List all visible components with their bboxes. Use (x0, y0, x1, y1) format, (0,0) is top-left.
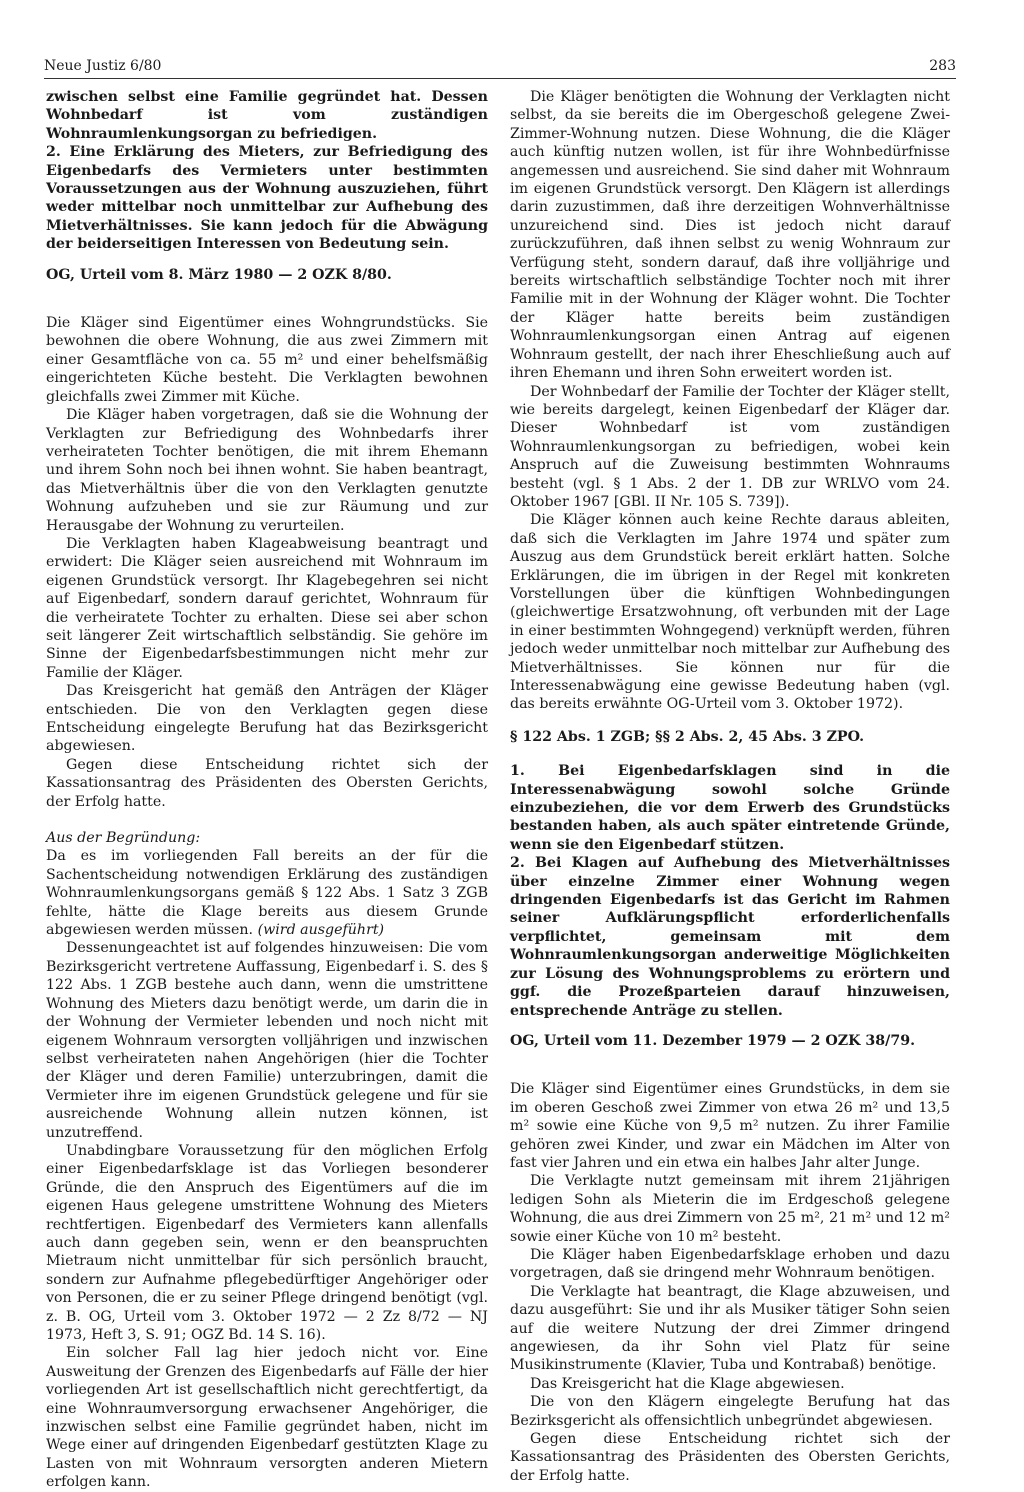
editorial-note: (wird ausgeführt) (257, 922, 385, 939)
paragraph: Dessenungeachtet ist auf folgendes hinzuweisen: Die vom Bezirksgericht vertretene Auffassung, Eigenbedarf i. S. des § 122 Abs. 1 ZGB bestehe auch dann, wenn die umstrittene Wohnung des Mieters dazu benötigt werde, um darin die in der Wohnung der Vermieter lebenden und noch nicht mit eigenem Wohnraum versorgten volljährigen und inzwischen selbst verheirateten nahen Angehörigen (hier die Tochter der Kläger und deren Familie) unterzubringen, damit die Vermieter ihre im eigenen Grundstück gelegene und für sie ausreichende Wohnung allein nutzen können, ist unzutreffend. (46, 940, 488, 1141)
case-citation: OG, Urteil vom 8. März 1980 — 2 OZK 8/80. (46, 266, 392, 283)
paragraph: Die Verklagten haben Klageabweisung beantragt und erwidert: Die Kläger seien ausreichend mit Wohnraum im eigenen Grundstück versorgt. Ihr Klagebegehren sei nicht auf Eigenbedarf, sondern darauf gerichtet, Wohnraum für die verheiratete Tochter zu erhalten. Diese sei aber schon seit längerer Zeit wirtschaftlich selbständig. Sie gehöre im Sinne der Eigenbedarfsbestimmungen nicht mehr zur Familie der Kläger. (46, 535, 488, 681)
paragraph: Das Kreisgericht hat gemäß den Anträgen der Kläger entschieden. Die von den Verklagten gegen diese Entscheidung eingelegte Berufung hat das Bezirksgericht abgewiesen. (46, 683, 488, 755)
paragraph: Der Wohnbedarf der Familie der Tochter der Kläger stellt, wie bereits dargelegt, keinen Eigenbedarf der Kläger dar. Dieser Wohnbedarf ist vom zuständigen Wohnraumlenkungsorgan zu befriedigen, wobei kein Anspruch auf die Zuweisung bestimmten Wohnraums besteht (vgl. § 1 Abs. 2 der 1. DB zur WRLVO vom 24. Oktober 1967 [GBl. II Nr. 105 S. 739]). (510, 383, 950, 510)
paragraph: Ein solcher Fall lag hier jedoch nicht vor. Eine Ausweitung der Grenzen des Eigenbedarfs auf Fälle der hier vorliegenden Art ist gesellschaftlich nicht gerechtfertigt, da eine Wohnraumversorgung erwachsener Angehöriger, die inzwischen selbst eine Familie gegründet haben, nicht im Wege einer auf dringenden Eigenbedarf gestützten Klage zu Lasten von mit Wohnraum versorgten anderen Mietern erfolgen kann. (46, 1345, 488, 1491)
paragraph: Das Kreisgericht hat die Klage abgewiesen. (530, 1375, 845, 1392)
statute-references: § 122 Abs. 1 ZGB; §§ 2 Abs. 2, 45 Abs. 3 ZPO. (510, 728, 865, 745)
headnote-2: 2. Eine Erklärung des Mieters, zur Befriedigung des Eigenbedarfs des Vermieters unter bestimmten Voraussetzungen aus der Wohnung auszuziehen, führt weder mittelbar noch unmittelbar zur Aufhebung des Mietverhältnisses. Sie kann jedoch für die Abwägung der beiderseitigen Interessen von Bedeutung sein. (46, 144, 488, 253)
headnote-continuation: zwischen selbst eine Familie gegründet hat. Dessen Wohnbedarf ist vom zuständigen Wohnraumlenkungsorgan zu befriedigen. (46, 89, 488, 142)
page-number: 283 (929, 58, 956, 74)
paragraph: Die von den Klägern eingelegte Berufung hat das Bezirksgericht als offensichtlich unbegründet abgewiesen. (510, 1394, 950, 1429)
paragraph: Gegen diese Entscheidung richtet sich der Kassationsantrag des Präsidenten des Obersten Gerichts, der Erfolg hatte. (510, 1431, 950, 1484)
right-column (510, 88, 950, 1485)
paragraph: Die Kläger sind Eigentümer eines Grundstücks, in dem sie im oberen Geschoß zwei Zimmer von etwa 26 m² und 13,5 m² sowie eine Küche von 9,5 m² nutzen. Zu ihrer Familie gehören zwei Kinder, und zwar ein Mädchen im Alter von fast vier Jahren und ein etwa ein halbes Jahr alter Junge. (510, 1081, 950, 1171)
left-column (46, 88, 488, 1492)
paragraph: Die Verklagte hat beantragt, die Klage abzuweisen, und dazu ausgeführt: Sie und ihr als Musiker tätiger Sohn seien auf die weitere Nutzung der drei Zimmer dringend angewiesen, da ihr Sohn viel Platz für seine Musikinstrumente (Klavier, Tuba und Kontrabaß) benötige. (510, 1283, 950, 1374)
paragraph: Die Kläger benötigten die Wohnung der Verklagten nicht selbst, da sie bereits die im Obergeschoß gelegene Zwei-Zimmer-Wohnung nutzen. Diese Wohnung, die die Kläger auch künftig nutzen wollen, ist für ihre Wohnbedürfnisse angemessen und ausreichend. Sie sind daher mit Wohnraum im eigenen Grundstück versorgt. Den Klägern ist allerdings darin zuzustimmen, daß ihre derzeitigen Wohnverhältnisse unzureichend sind. Dies ist jedoch nicht darauf zurückzuführen, daß ihnen selbst zu wenig Wohnraum zur Verfügung steht, sondern darauf, daß ihre volljährige und bereits wirtschaftlich selbständige Tochter noch mit ihrer Familie mit in der Wohnung der Kläger wohnt. Die Tochter der Kläger hatte bereits beim zuständigen Wohnraumlenkungsorgan einen Antrag auf eigenen Wohnraum gestellt, der nach ihrer Eheschließung auch auf ihren Ehemann und ihren Sohn erweitert worden ist. (510, 89, 950, 382)
section-subheading: Aus der Begründung: (46, 830, 201, 847)
paragraph: Unabdingbare Voraussetzung für den möglichen Erfolg einer Eigenbedarfsklage ist das Vorliegen besonderer Gründe, die den Anspruch des Eigentümers auf die im eigenen Haus gelegene umstrittene Wohnung des Mieters rechtfertigen. Eigenbedarf des Vermieters kann allenfalls auch dann gegeben sein, wenn er den beanspruchten Mietraum nicht unmittelbar für sich persönlich braucht, sondern zur Aufnahme pflegebedürftiger Angehöriger oder von Personen, die er zu seiner Pflege dringend benötigt (vgl. z. B. OG, Urteil vom 3. Oktober 1972 — 2 Zz 8/72 — NJ 1973, Heft 3, S. 91; OGZ Bd. 14 S. 16). (46, 1142, 488, 1343)
headnote-1: 1. Bei Eigenbedarfsklagen sind in die Interessenabwägung sowohl solche Gründe einzubeziehen, die vor dem Erwerb des Grundstücks bestanden haben, als auch später eintretende Gründe, wenn sie den Eigenbedarf stützen. (510, 763, 950, 853)
paragraph-text: Da es im vorliegenden Fall bereits an der für die Sachentscheidung notwendigen Erklärung des zuständigen Wohnraumlenkungsorgans gemäß § 122 Abs. 1 Satz 3 ZGB fehlte, hätte die Klage bereits aus diesem Grunde abgewiesen werden müssen. (46, 848, 488, 939)
paragraph: Die Kläger haben Eigenbedarfsklage erhoben und dazu vorgetragen, daß sie dringend mehr Wohnraum benötigen. (510, 1246, 950, 1282)
case-citation: OG, Urteil vom 11. Dezember 1979 — 2 OZK 38/79. (510, 1032, 916, 1049)
paragraph: Gegen diese Entscheidung richtet sich der Kassationsantrag des Präsidenten des Obersten Gerichts, der Erfolg hatte. (46, 756, 488, 810)
paragraph (46, 847, 488, 939)
paragraph: Die Kläger haben vorgetragen, daß sie die Wohnung der Verklagten zur Befriedigung des Wohnbedarfs ihrer verheirateten Tochter benötigen, die mit ihrem Ehemann und ihrem Sohn noch bei ihnen wohnt. Sie haben beantragt, das Mietverhältnis über die von den Verklagten genutzte Wohnung aufzuheben und sie zur Räumung und zur Herausgabe der Wohnung zu verurteilen. (46, 407, 488, 534)
journal-issue: Neue Justiz 6/80 (44, 58, 162, 74)
headnote-2: 2. Bei Klagen auf Aufhebung des Mietverhältnisses über einzelne Zimmer einer Wohnung wegen dringenden Eigenbedarfs ist das Gericht im Rahmen seiner Aufklärungspflicht erforderlichenfalls verpflichtet, gemeinsam mit dem Wohnraumlenkungsorgan anderweitige Möglichkeiten zur Lösung des Wohnungsproblems zu erörtern und ggf. die Prozeßparteien darauf hinzuweisen, entsprechende Anträge zu stellen. (510, 855, 950, 1019)
paragraph: Die Verklagte nutzt gemeinsam mit ihrem 21jährigen ledigen Sohn als Mieterin die im Erdgeschoß gelegene Wohnung, die aus drei Zimmern von 25 m², 21 m² und 12 m² sowie einer Küche von 10 m² besteht. (510, 1173, 950, 1245)
paragraph: Die Kläger können auch keine Rechte daraus ableiten, daß sich die Verklagten im Jahre 1974 und später zum Auszug aus dem Grundstück bereit erklärt hatten. Solche Erklärungen, die im übrigen in der Regel mit konkreten Vorstellungen über die künftigen Wohnbedingungen (gleichwertige Ersatzwohnung, oft verbunden mit der Lage in einer bestimmten Wohngegend) verknüpft werden, führen jedoch weder unmittelbar noch mittelbar zur Aufhebung des Mietverhältnisses. Sie können nur für die Interessenabwägung eine gewisse Bedeutung haben (vgl. das bereits erwähnte OG-Urteil vom 3. Oktober 1972). (510, 512, 950, 713)
paragraph: Die Kläger sind Eigentümer eines Wohngrundstücks. Sie bewohnen die obere Wohnung, die aus zwei Zimmern mit einer Gesamtfläche von ca. 55 m² und einer behelfsmäßig eingerichteten Küche besteht. Die Verklagten bewohnen gleichfalls zwei Zimmer mit Küche. (46, 315, 488, 405)
running-header (44, 56, 956, 79)
